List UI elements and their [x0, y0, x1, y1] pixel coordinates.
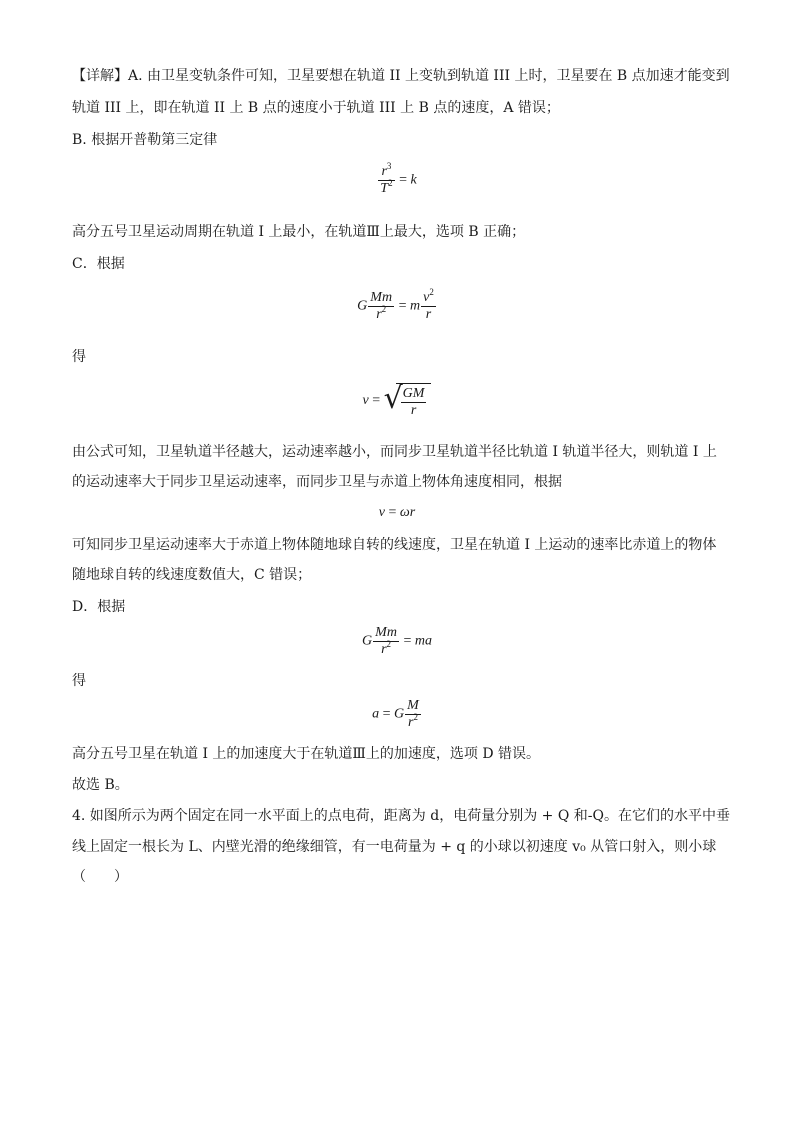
paragraph-c-line1: 由公式可知，卫星轨道半径越大，运动速率越小，而同步卫星轨道半径比轨道 I 轨道半径大，则轨道 I 上	[72, 444, 717, 460]
formula-acceleration: a = G $\frac{M}{r^2}$	[372, 698, 419, 730]
paragraph-c-line2: 的运动速率大于同步卫星运动速率，而同步卫星与赤道上物体角速度相同，根据	[72, 474, 562, 490]
paragraph-a-line1: 【详解】A. 由卫星变轨条件可知，卫星要想在轨道 II 上变轨到轨道 III 上时，卫星要在 B 点加速才能变到	[72, 68, 730, 84]
word-de-1: 得	[72, 349, 86, 365]
question-4-line1: 4. 如图所示为两个固定在同一水平面上的点电荷，距离为 d，电荷量分别为 + Q 和-Q。在它们的水平中垂	[72, 808, 730, 824]
paragraph-d-conclusion: 高分五号卫星在轨道 I 上的加速度大于在轨道Ⅲ上的加速度，选项 D 错误。	[72, 746, 541, 762]
formula-v-omega-r: v = ωr	[378, 505, 416, 520]
question-4-brackets: （ ）	[72, 869, 128, 885]
paragraph-c-line3: 可知同步卫星运动速率大于赤道上物体随地球自转的线速度，卫星在轨道 I 上运动的速率比赤道上的物体	[72, 537, 717, 553]
question-4-line2: 线上固定一根长为 L、内壁光滑的绝缘细管，有一电荷量为 + q 的小球以初速度 v₀ 从管口射入，则小球	[72, 839, 717, 855]
word-de-2: 得	[72, 673, 86, 689]
paragraph-d-intro: D．根据	[72, 599, 126, 615]
formula-orbital-velocity: v = √ $\frac{GM}{r}$	[0, 383, 794, 419]
paragraph-c-line4: 随地球自转的线速度数值大，C 错误；	[72, 567, 312, 583]
formula-gravity-ma: G $\frac{Mm}{r^2}$ = ma	[362, 625, 432, 657]
paragraph-b-intro: B. 根据开普勒第三定律	[72, 132, 218, 148]
paragraph-c-intro: C．根据	[72, 256, 125, 272]
formula-kepler: $\frac{r^3}{T^2}$ = k	[380, 161, 417, 196]
paragraph-a-line2: 轨道 III 上，即在轨道 II 上 B 点的速度小于轨道 III 上 B 点的速度，A 错误；	[72, 100, 560, 116]
formula-gravity-centripetal: G $\frac{Mm}{r^2}$ = m $\frac{v^2}{r}$	[357, 287, 434, 322]
paragraph-b-conclusion: 高分五号卫星运动周期在轨道 I 上最小，在轨道Ⅲ上最大，选项 B 正确；	[72, 224, 526, 240]
answer-line: 故选 B。	[72, 777, 129, 793]
